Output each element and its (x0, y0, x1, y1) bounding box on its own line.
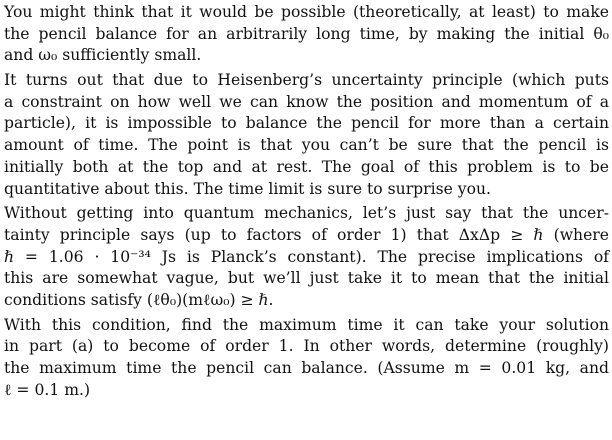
text-line: ℏ = 1.06 · 10⁻³⁴ Js is Planck’s constant). The precise implications of (4, 247, 609, 266)
paragraph-intro (4, 2, 609, 67)
text-line: conditions satisfy (ℓθ₀)(mℓω₀) ≥ ℏ. (4, 290, 274, 309)
text-line: the maximum time the pencil can balance. (Assume m = 0.01 kg, and (4, 359, 609, 377)
text-line: You might think that it would be possible (theoretically, at least) to make (4, 3, 609, 21)
text-line: and ω₀ sufficiently small. (4, 46, 202, 65)
text-line: tainty principle says (up to factors of order 1) that ΔxΔp ≥ ℏ (where (4, 225, 609, 244)
text-line: the pencil balance for an arbitrarily long time, by making the initial θ₀ (4, 24, 609, 43)
text-line: quantitative about this. The time limit is sure to surprise you. (4, 179, 491, 198)
text-line: With this condition, find the maximum time it can take your solution (4, 315, 609, 334)
text-line: particle), it is impossible to balance the pencil for more than a certain (4, 114, 609, 133)
text-line: this are somewhat vague, but we’ll just take it to mean that the initial (4, 269, 609, 288)
text-line: a constraint on how well we can know the position and momentum of a (4, 92, 609, 111)
text-line: amount of time. The point is that you can’t be sure that the pencil is (4, 136, 609, 155)
text-line: in part (a) to become of order 1. In other words, determine (roughly) (4, 337, 609, 356)
text-line: Without getting into quantum mechanics, let’s just say that the uncer- (4, 204, 609, 223)
text-line: It turns out that due to Heisenberg’s uncertainty principle (which puts (4, 71, 609, 90)
paragraph-principle (4, 203, 609, 311)
paragraph-uncertainty (4, 70, 609, 200)
text-line: ℓ = 0.1 m.) (4, 380, 91, 399)
text-line: initially both at the top and at rest. The goal of this problem is to be (4, 157, 609, 176)
paragraph-question (4, 315, 609, 402)
